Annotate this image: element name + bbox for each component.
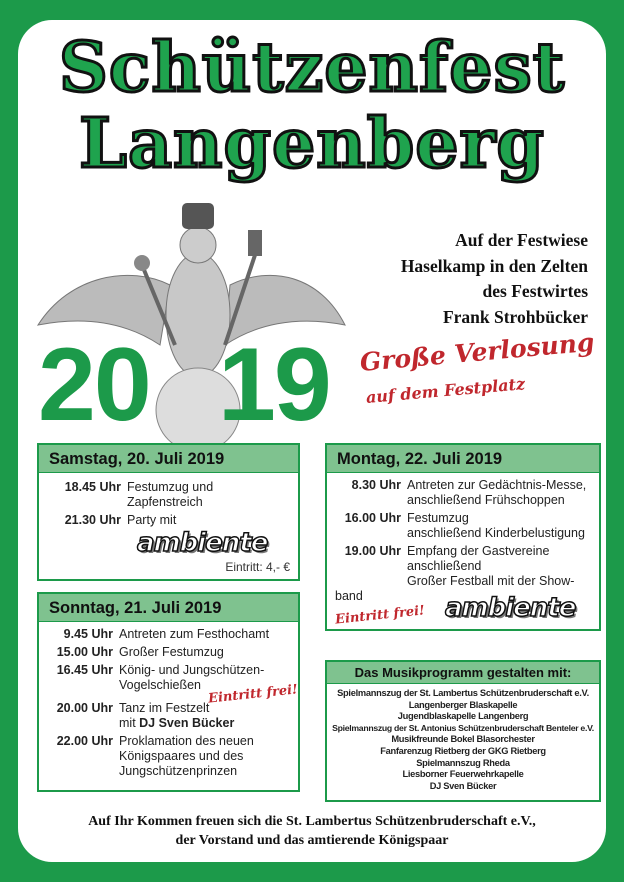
footer (0, 812, 624, 850)
music-item: Langenberger Blaskapelle (408, 699, 518, 710)
music-item: Spielmannszug Rheda (416, 757, 510, 768)
event-text: Festumzug und Zapfenstreich (127, 480, 214, 509)
event-time: 16.45 Uhr (56, 663, 113, 677)
music-item: Jugendblaskapelle Langenberg (397, 711, 529, 722)
sunday-box (37, 592, 300, 792)
event-text: König- und Jungschützen- Vogelschießen (119, 663, 265, 692)
saturday-heading: Samstag, 20. Juli 2019 (39, 445, 298, 473)
location-line: Auf der Festwiese (455, 230, 588, 250)
monday-admission: Eintritt frei! (334, 603, 426, 628)
title-line2: Langenberg (79, 104, 545, 184)
event-text: Großer Festumzug (119, 645, 224, 659)
music-item: Spielmannszug der St. Antonius Schützenbruderschaft Benteler e.V. (332, 722, 594, 733)
event-time: 18.45 Uhr (64, 480, 121, 494)
location-line: Frank Strohbücker (442, 306, 588, 327)
location-line: des Festwirtes (482, 281, 588, 301)
event-text: Proklamation des neuen Königspaares und des Jungschützenprinzen (119, 734, 254, 778)
event-time: 21.30 Uhr (64, 513, 121, 527)
event-time: 15.00 Uhr (56, 645, 113, 659)
music-box (325, 660, 601, 802)
event-time: 22.00 Uhr (56, 734, 113, 748)
footer-line: Auf Ihr Kommen freuen sich die St. Lambertus Schützenbruderschaft e.V., (88, 814, 536, 829)
ambiente-logo: ambiente (445, 593, 576, 623)
event-time: 16.00 Uhr (344, 511, 401, 525)
event-text: Party mit (127, 513, 177, 527)
saturday-box (37, 443, 300, 581)
event-time: 9.45 Uhr (63, 627, 113, 641)
sunday-admission: Eintritt frei! (207, 682, 299, 707)
year-right: 19 (218, 327, 330, 443)
monday-heading: Montag, 22. Juli 2019 (327, 445, 599, 473)
music-item: Liesborner Feuerwehrkapelle (402, 769, 524, 780)
event-time: 20.00 Uhr (56, 701, 113, 715)
event-text: Festumzug anschließend Kinderbelustigung (407, 511, 585, 540)
music-item: Musikfreunde Bokel Blasorchester (391, 734, 535, 745)
year-left: 20 (38, 327, 150, 443)
music-item: Spielmannszug der St. Lambertus Schützenbruderschaft e.V. (337, 688, 589, 698)
raffle-subtitle: auf dem Festplatz (365, 374, 526, 407)
dj-name: DJ Sven Bücker (139, 716, 235, 730)
location-line: Haselkamp in den Zelten (400, 255, 588, 276)
music-item: DJ Sven Bücker (429, 780, 497, 791)
event-text: mit (119, 716, 140, 730)
event-time: 8.30 Uhr (351, 478, 401, 492)
event-time: 19.00 Uhr (344, 544, 401, 558)
ambiente-logo: ambiente (137, 528, 268, 558)
music-heading: Das Musikprogramm gestalten mit: (327, 662, 599, 684)
saturday-admission: Eintritt: 4,- € (225, 560, 290, 574)
sunday-heading: Sonntag, 21. Juli 2019 (39, 594, 298, 622)
event-text: Antreten zum Festhochamt (119, 627, 270, 641)
event-text: Tanz im Festzelt (119, 701, 210, 715)
event-text: Empfang der Gastvereine anschließend Großer Festball mit der Show- (407, 544, 575, 588)
footer-line: der Vorstand und das amtierende Königspaar (175, 833, 449, 848)
music-item: Fanfarenzug Rietberg der GKG Rietberg (380, 745, 546, 756)
band-tail: band (335, 589, 363, 603)
raffle-title: Große Verlosung (358, 327, 596, 377)
title-line1: Schützenfest (58, 28, 566, 108)
event-text: Antreten zur Gedächtnis-Messe, anschließend Frühschoppen (407, 478, 587, 507)
location-text (401, 228, 588, 330)
monday-box (325, 443, 601, 631)
